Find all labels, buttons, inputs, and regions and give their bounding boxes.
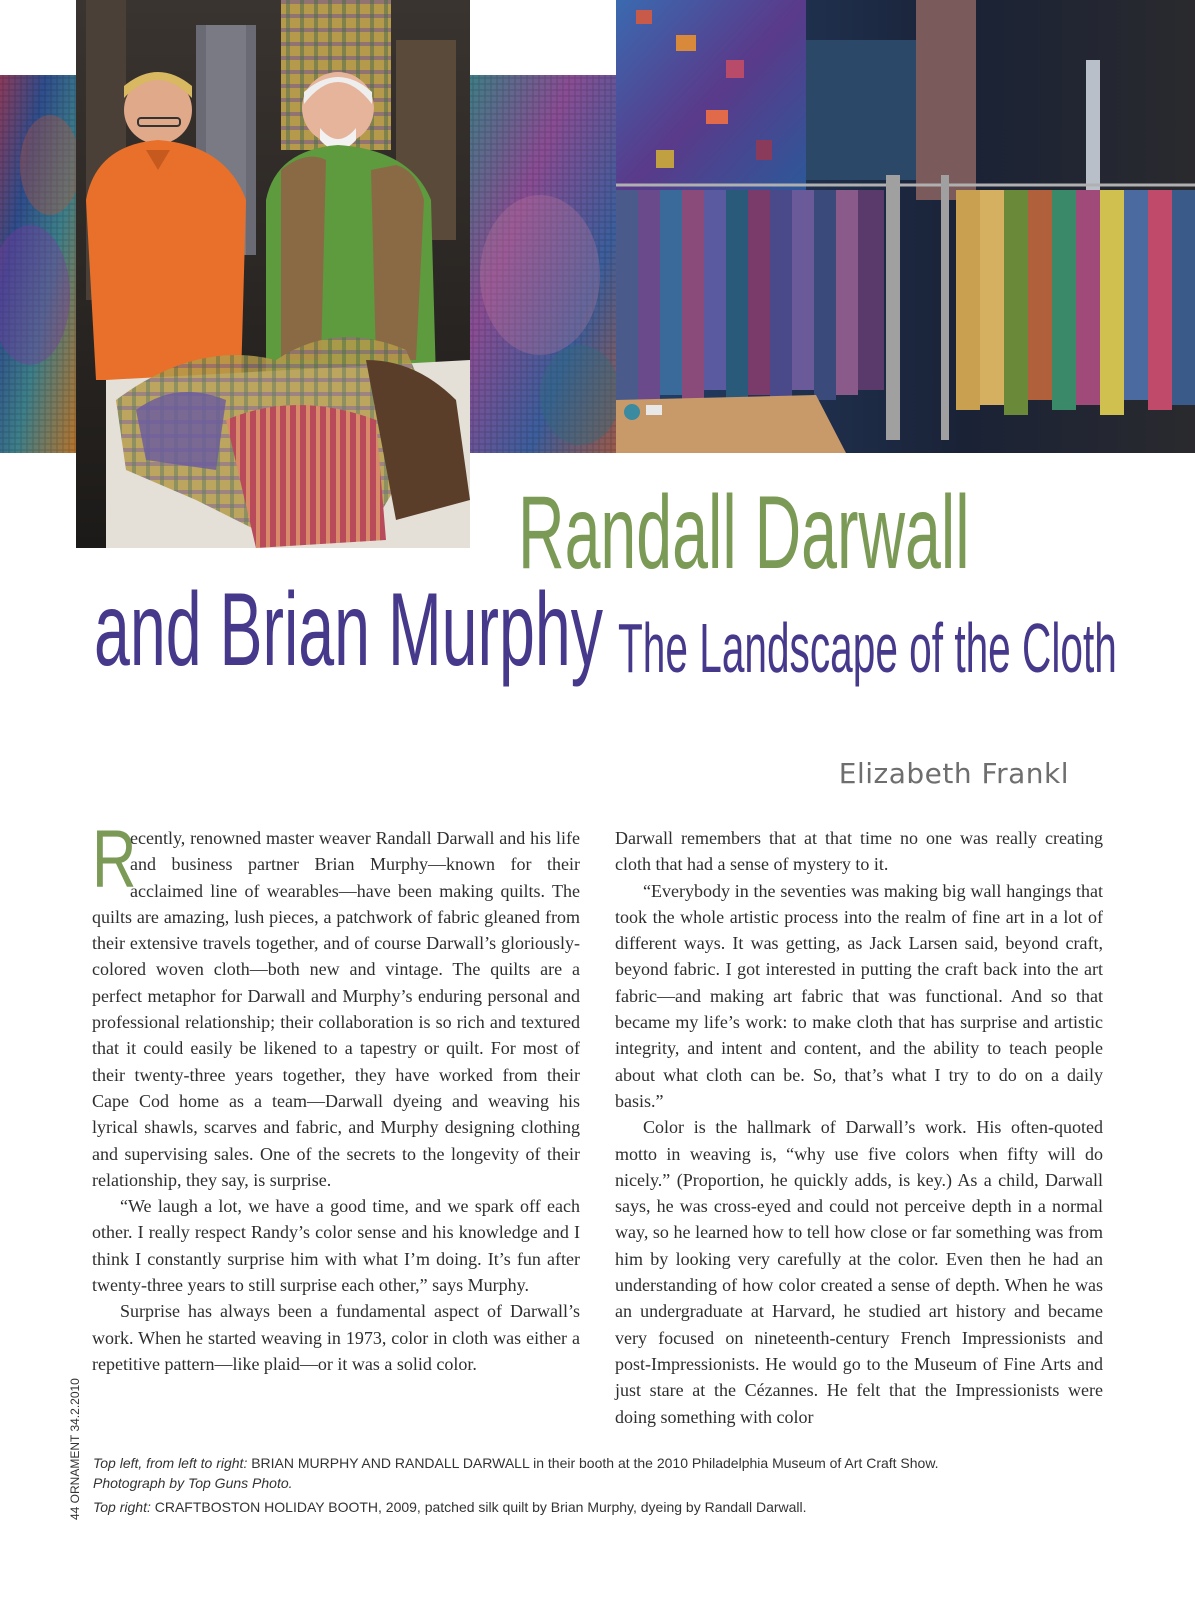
body-paragraph: Color is the hallmark of Darwall’s work. His often-quoted motto in weaving is, “why use five colors when fifty will do nicely.” (Proportion, he quickly adds, is key.) As a child, Darwall says, he was cross-eyed and could not perceive depth in a normal way, so he learned how to tell how close or far something was from him by looking very carefully at the color. Even then he had an understanding of how color created a sense of depth. When he was an undergraduate at Harvard, he studied art history and became very focused on nineteenth-century French Impressionists and post-Impressionists. He would go to the Museum of Fine Arts and just stare at the Cézannes. He felt that the Impressionists were doing something with color xyxy=(615,1117,1103,1427)
caption-lead: Top right: xyxy=(93,1499,151,1515)
photo-credit: Photograph by Top Guns Photo. xyxy=(93,1475,293,1491)
body-paragraph: R ecently, renowned master weaver Randall Darwall and his life and business partner Brian Murphy—known for their acclaimed line of wearables—have been making quilts. The quilts are amazing, lush pieces, a patchwork of fabric gleaned from their extensive travels together, and of course Darwall’s gloriously-colored woven cloth—both new and vintage. The quilts are a perfect metaphor for Darwall and Murphy’s enduring personal and professional relationship; their collaboration is so rich and textured that it could easily be likened to a tapestry or quilt. For most of their twenty-three years together, they have worked from their Cape Cod home as a team—Darwall dyeing and weaving his lyrical shawls, scarves and fabric, and Murphy designing clothing and supervising sales. One of the secrets to the longevity of their relationship, they say, is surprise. xyxy=(92,814,580,1190)
photo-captions xyxy=(93,1453,1053,1521)
drop-cap: R xyxy=(92,814,137,905)
body-column-left xyxy=(92,814,580,1377)
article-title-line-2: and Brian Murphy xyxy=(94,572,603,688)
author-byline: Elizabeth Frankl xyxy=(838,757,1069,790)
page-folio: 44 ORNAMENT 34.2.2010 xyxy=(68,1378,82,1520)
article-title-line-1: Randall Darwall xyxy=(518,475,970,591)
body-paragraph: “We laugh a lot, we have a good time, and we spark off each other. I really respect Randy’s color sense and his knowledge and I think I constantly surprise him with what I’m doing. It’s fun after twenty-three years to still surprise each other,” says Murphy. xyxy=(92,1196,580,1296)
caption-text: CRAFTBOSTON HOLIDAY BOOTH, 2009, patched silk quilt by Brian Murphy, dyeing by Randall Darwall. xyxy=(154,1499,807,1515)
caption-text: BRIAN MURPHY AND RANDALL DARWALL in their booth at the 2010 Philadelphia Museum of Art Craft Show. xyxy=(251,1455,939,1471)
body-paragraph: Surprise has always been a fundamental aspect of Darwall’s work. When he started weaving in 1973, color in cloth was either a repetitive pattern—like plaid—or it was a solid color. xyxy=(92,1301,580,1374)
woven-texture-left-strip xyxy=(0,75,76,453)
body-column-right xyxy=(615,825,1103,1430)
article-subtitle: The Landscape of the Cloth xyxy=(618,609,1117,687)
caption-top-right xyxy=(93,1497,1053,1517)
craftboston-booth-photo xyxy=(616,0,1195,453)
woven-texture-middle-strip xyxy=(470,75,616,453)
caption-top-left xyxy=(93,1453,1053,1493)
caption-lead: Top left, from left to right: xyxy=(93,1455,248,1471)
body-paragraph: “Everybody in the seventies was making big wall hangings that took the whole artistic process into the realm of fine art in a lot of different ways. It was getting, as Jack Larsen said, beyond craft, beyond fabric. I got interested in putting the craft back into the art fabric—and making art fabric that was functional. And so that became my life’s work: to make cloth that has surprise and artistic integrity, and intent and content, and the ability to teach people about what cloth can be. So, that’s what I try to do on a daily basis.” xyxy=(615,880,1103,1111)
body-paragraph: Darwall remembers that at that time no one was really creating cloth that had a sense of mystery to it. xyxy=(615,828,1103,875)
darwall-murphy-booth-photo xyxy=(76,0,470,548)
